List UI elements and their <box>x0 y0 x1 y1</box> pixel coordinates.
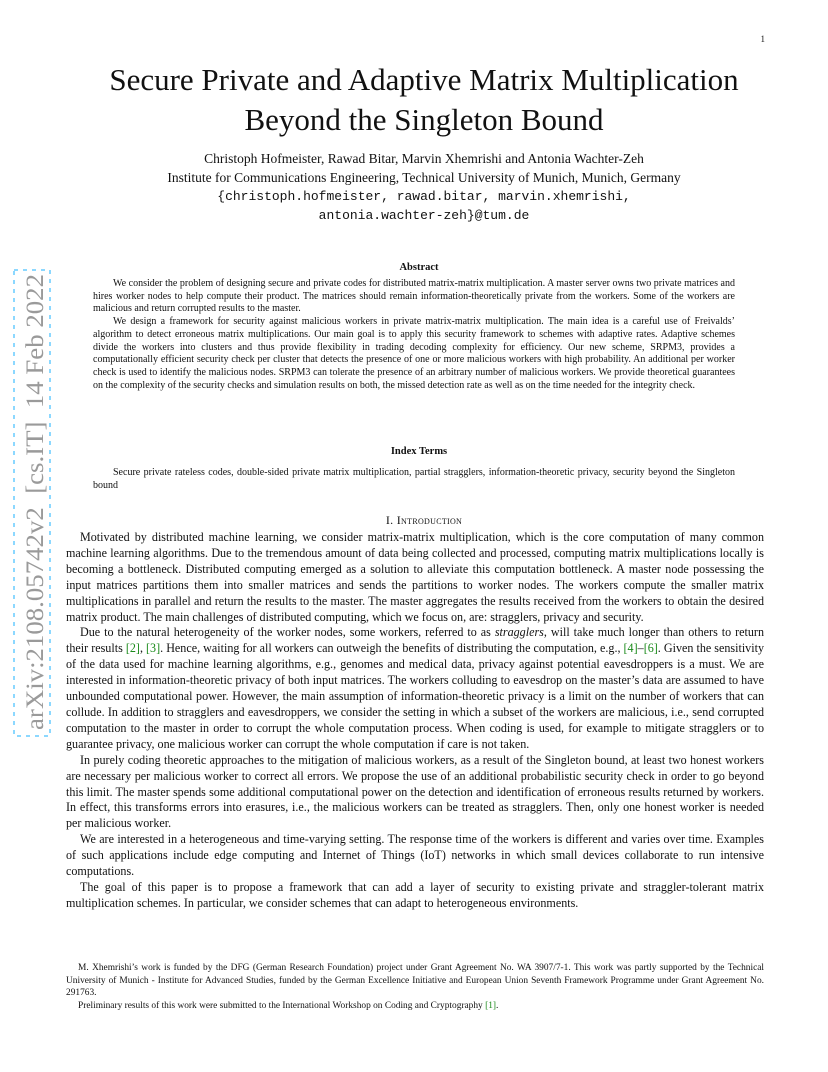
author-emails-line-1: {christoph.hofmeister, rawad.bitar, marvin.xhemrishi, <box>217 189 631 204</box>
citation-link[interactable]: [2] <box>125 641 140 656</box>
body-paragraph: We are interested in a heterogeneous and time-varying setting. The response time of the workers is different and varies over time. Examples of such applications include edge computing and Internet of Things (IoT) networks in which small devices collaborate to run intensive computations. <box>66 832 764 879</box>
text-run: . Hence, waiting for all workers can outweigh the benefits of distributing the computation, e.g., <box>160 641 624 656</box>
abstract-paragraph: We design a framework for security against malicious workers in private matrix-matrix multiplication. The main idea is a careful use of Freivalds’ algorithm to detect erroneous matrix multiplications. Our main goal is to apply this security framework to schemes with adaptive rates. Adaptive schemes divide the workers into clusters and thus provide flexibility in trading decoding complexity for efficiency. Our new scheme, SRPM3, provides a computationally efficient security check per cluster that detects the presence of one or more malicious workers with high probability. An additional per worker check is used to identify the malicious nodes. SRPM3 can tolerate the presence of an arbitrary number of malicious workers. We provide theoretical guarantees on the complexity of the security checks and simulation results on both, the missed detection rate as well as on the time needed for the integrity check. <box>93 316 735 391</box>
section-title: Introduction <box>396 513 463 527</box>
section-heading <box>70 513 778 528</box>
citation-link[interactable]: [6] <box>643 641 658 656</box>
author-affiliation: Institute for Communications Engineering, Technical University of Munich, Munich, Germany <box>167 170 681 185</box>
author-block <box>70 149 778 225</box>
footnote-preliminary <box>66 1000 764 1013</box>
text-run: – <box>637 641 644 656</box>
emphasis-term: stragglers <box>494 625 544 640</box>
arxiv-id: arXiv:2108.05742v2 [cs.IT] 14 Feb 2022 <box>22 305 49 730</box>
title-line-1: Secure Private and Adaptive Matrix Multiplication <box>109 62 739 97</box>
section-number: I. <box>385 513 394 527</box>
arxiv-stamp <box>10 268 54 738</box>
citation-link[interactable]: [1] <box>485 1000 497 1011</box>
abstract-paragraph: We consider the problem of designing secure and private codes for distributed matrix-matrix multiplication. A master server owns two private matrices and hires worker nodes to help compute their product. The matrices should remain information-theoretically private from the workers. Some of the workers are malicious and return corrupted results to the master. <box>93 278 735 315</box>
index-terms-text: Secure private rateless codes, double-sided private matrix multiplication, partial stragglers, information-theoretic privacy, security beyond the Singleton bound <box>93 467 735 491</box>
index-terms-heading: Index Terms <box>390 446 448 457</box>
page-number: 1 <box>760 34 765 44</box>
author-names: Christoph Hofmeister, Rawad Bitar, Marvin Xhemrishi and Antonia Wachter-Zeh <box>204 151 644 166</box>
text-run: , will take much longer than others to return their results <box>66 625 764 656</box>
abstract-body <box>93 278 735 392</box>
title-line-2: Beyond the Singleton Bound <box>244 102 604 137</box>
citation-link[interactable]: [3] <box>146 641 161 656</box>
citation-link[interactable]: [4] <box>623 641 638 656</box>
text-run: , <box>139 641 147 656</box>
text-run: . <box>496 1000 499 1011</box>
body-paragraph: In purely coding theoretic approaches to the mitigation of malicious workers, as a result of the Singleton bound, at least two honest workers are necessary per malicious worker to correct all errors. We propose the use of an additional probabilistic security check in order to go beyond this limit. The master spends some additional computational power on the detection and identification of erroneous results returned by workers. In effect, this transforms errors into erasures, i.e., the malicious workers can be treated as stragglers. Then, only one honest worker is needed per malicious worker. <box>66 752 764 831</box>
text-run: Due to the natural heterogeneity of the worker nodes, some workers, referred to as <box>80 625 495 640</box>
footnotes <box>66 962 764 1012</box>
body-paragraph <box>66 625 764 752</box>
introduction-body <box>66 530 764 912</box>
text-run: Preliminary results of this work were submitted to the International Workshop on Coding and Cryptography <box>78 1000 486 1011</box>
body-paragraph: Motivated by distributed machine learning, we consider matrix-matrix multiplication, which is the core computation of many common machine learning algorithms. Due to the tremendous amount of data being collected and processed, computing matrix multiplications locally is becoming a bottleneck. Distributed computing emerged as a solution to alleviate this computation bottleneck. A master node possessing the input matrices partitions them into smaller matrices and sends the partitions to worker nodes. The workers compute the smaller matrix multiplications in parallel and return the results to the master. The master aggregates the results received from the workers to obtain the desired matrix product. The main challenges of distributed computing, which we focus on, are: stragglers, privacy and security. <box>66 530 764 624</box>
abstract-heading: Abstract <box>399 262 439 273</box>
author-emails-line-2: antonia.wachter-zeh}@tum.de <box>318 208 530 223</box>
footnote-funding: M. Xhemrishi’s work is funded by the DFG (German Research Foundation) project under Grant Agreement No. WA 3907/7-1. This work was partly supported by the Technical University of Munich - Institute for Advanced Studies, funded by the German Excellence Initiative and European Union Seventh Framework Programme under Grant Agreement No. 291763. <box>66 963 764 999</box>
paper-title <box>70 60 778 140</box>
body-paragraph: The goal of this paper is to propose a framework that can add a layer of security to existing private and straggler-tolerant matrix multiplication schemes. In particular, we consider schemes that can adapt to heterogeneous environments. <box>66 879 764 910</box>
text-run: . Given the sensitivity of the data used for machine learning algorithms, e.g., genomes and medical data, privacy against potential eavesdroppers is a must. We are interested in information-theoretic privacy of both input matrices. The workers colluding to eavesdrop on the master’s data are assumed to have unbounded computational power. However, the main assumption of information-theoretic privacy is a limit on the number of workers that can collude. In addition to stragglers and eavesdroppers, we consider the setting in which a subset of the workers are malicious, i.e., send corrupted computation to the master in order to corrupt the whole computation process. When coding is used, for example to mitigate stragglers or to guarantee privacy, one malicious worker can corrupt the whole computation if care is not taken. <box>66 641 764 751</box>
